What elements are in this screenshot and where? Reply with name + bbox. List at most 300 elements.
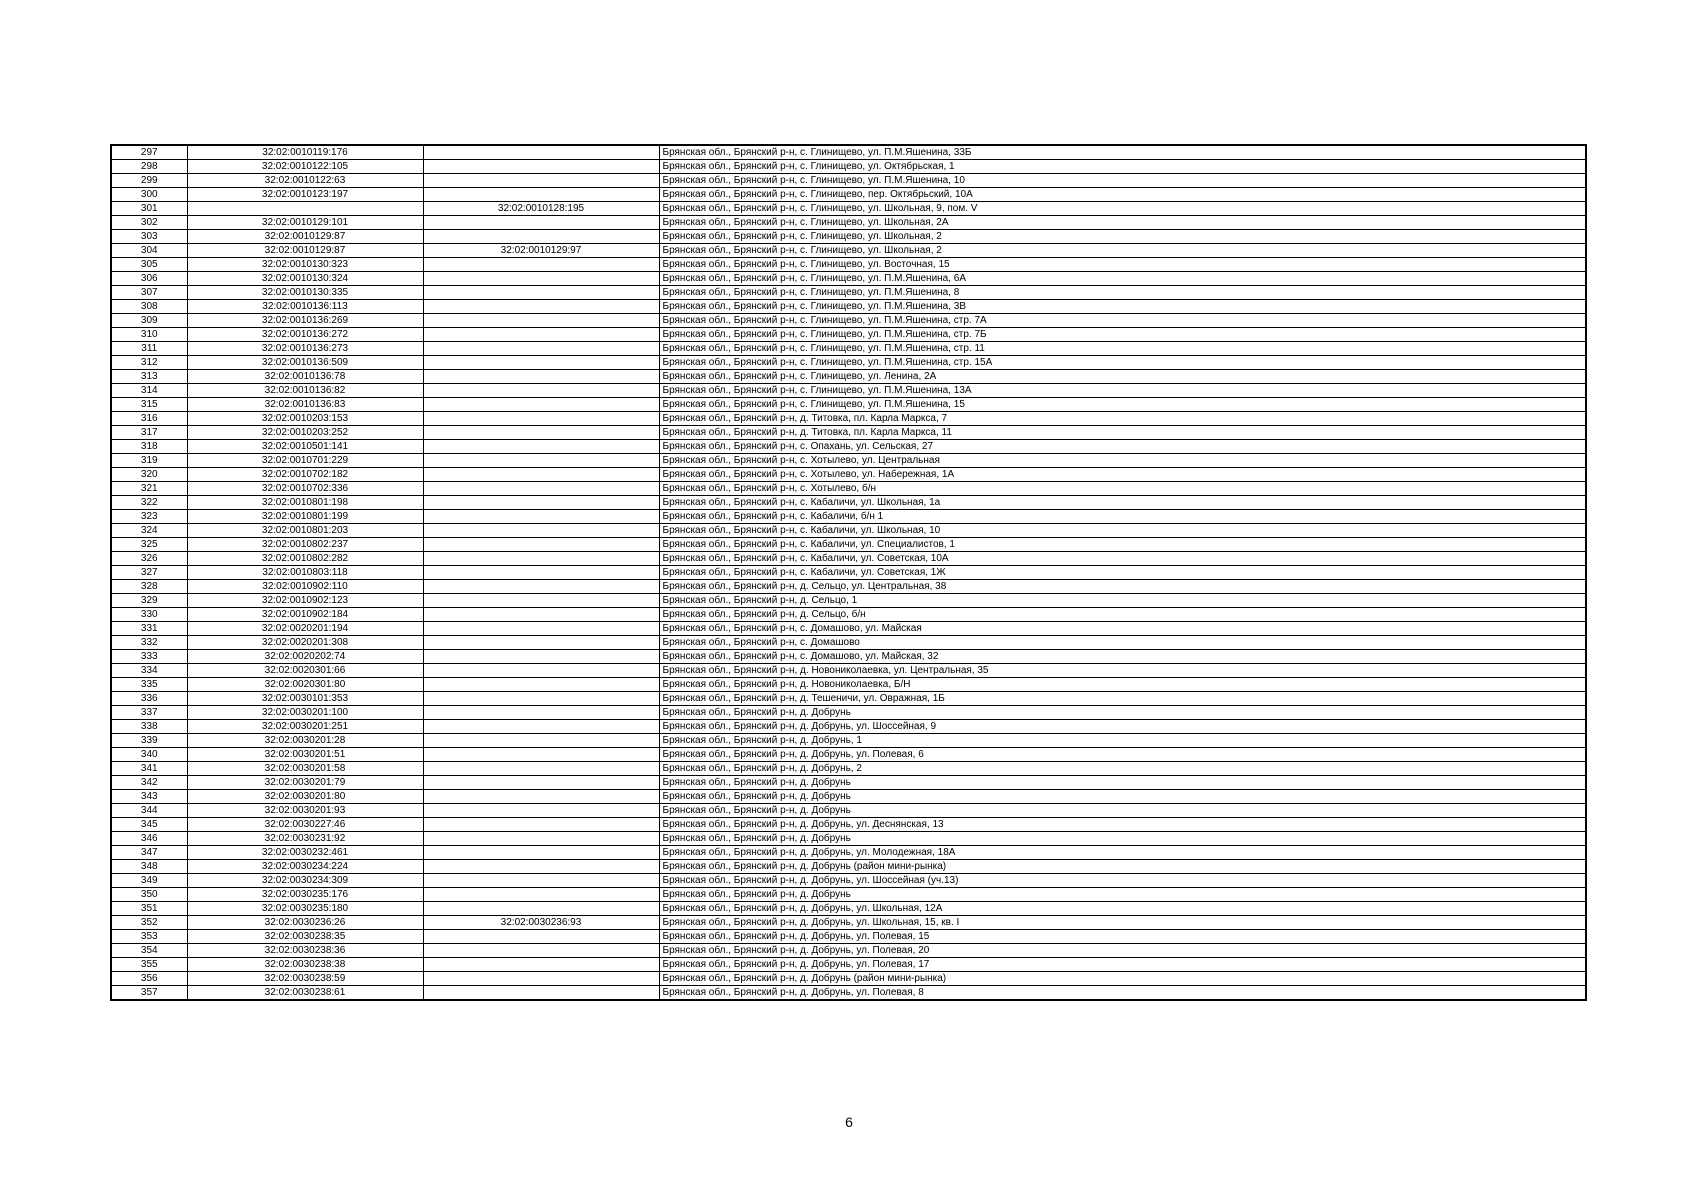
related-cadastral-number-cell: 32:02:0030236:93	[423, 916, 659, 930]
row-number-cell: 330	[111, 608, 187, 622]
address-cell: Брянская обл., Брянский р-н, д. Добрунь, ул. Деснянская, 13	[659, 818, 1586, 832]
cadastral-number-cell: 32:02:0010136:82	[187, 384, 423, 398]
table-row	[111, 314, 1586, 328]
cadastral-number-cell: 32:02:0030238:35	[187, 930, 423, 944]
table-body	[111, 145, 1586, 1000]
page-number: 6	[845, 1114, 853, 1130]
table-row	[111, 440, 1586, 454]
table-row	[111, 804, 1586, 818]
row-number-cell: 317	[111, 426, 187, 440]
related-cadastral-number-cell: 32:02:0010129:97	[423, 244, 659, 258]
row-number-cell: 357	[111, 986, 187, 1001]
related-cadastral-number-cell	[423, 300, 659, 314]
row-number-cell: 319	[111, 454, 187, 468]
address-cell: Брянская обл., Брянский р-н, с. Глинищево, пер. Октябрьский, 10А	[659, 188, 1586, 202]
cadastral-number-cell: 32:02:0020201:194	[187, 622, 423, 636]
related-cadastral-number-cell	[423, 720, 659, 734]
related-cadastral-number-cell	[423, 482, 659, 496]
table-row	[111, 902, 1586, 916]
table-row	[111, 216, 1586, 230]
row-number-cell: 327	[111, 566, 187, 580]
table-row	[111, 510, 1586, 524]
row-number-cell: 355	[111, 958, 187, 972]
table-row	[111, 636, 1586, 650]
row-number-cell: 340	[111, 748, 187, 762]
related-cadastral-number-cell	[423, 986, 659, 1001]
address-cell: Брянская обл., Брянский р-н, с. Глинищево, ул. П.М.Яшенина, 8	[659, 286, 1586, 300]
cadastral-number-cell: 32:02:0010136:78	[187, 370, 423, 384]
related-cadastral-number-cell	[423, 692, 659, 706]
related-cadastral-number-cell	[423, 174, 659, 188]
address-cell: Брянская обл., Брянский р-н, с. Глинищево, ул. Восточная, 15	[659, 258, 1586, 272]
cadastral-number-cell: 32:02:0030101:353	[187, 692, 423, 706]
cadastral-number-cell: 32:02:0010129:87	[187, 244, 423, 258]
address-cell: Брянская обл., Брянский р-н, с. Глинищево, ул. Школьная, 2А	[659, 216, 1586, 230]
related-cadastral-number-cell	[423, 608, 659, 622]
row-number-cell: 321	[111, 482, 187, 496]
row-number-cell: 339	[111, 734, 187, 748]
row-number-cell: 318	[111, 440, 187, 454]
address-cell: Брянская обл., Брянский р-н, с. Хотылево, б/н	[659, 482, 1586, 496]
address-cell: Брянская обл., Брянский р-н, д. Новониколаевка, Б/Н	[659, 678, 1586, 692]
address-cell: Брянская обл., Брянский р-н, д. Добрунь	[659, 888, 1586, 902]
address-cell: Брянская обл., Брянский р-н, с. Домашово	[659, 636, 1586, 650]
address-cell: Брянская обл., Брянский р-н, с. Кабаличи, ул. Школьная, 1а	[659, 496, 1586, 510]
cadastral-number-cell: 32:02:0030238:61	[187, 986, 423, 1001]
table-row	[111, 286, 1586, 300]
row-number-cell: 342	[111, 776, 187, 790]
related-cadastral-number-cell: 32:02:0010128:195	[423, 202, 659, 216]
table-row	[111, 916, 1586, 930]
table-row	[111, 342, 1586, 356]
address-cell: Брянская обл., Брянский р-н, с. Глинищево, ул. П.М.Яшенина, 10	[659, 174, 1586, 188]
related-cadastral-number-cell	[423, 426, 659, 440]
related-cadastral-number-cell	[423, 846, 659, 860]
cadastral-number-cell: 32:02:0010136:509	[187, 356, 423, 370]
related-cadastral-number-cell	[423, 902, 659, 916]
cadastral-number-cell: 32:02:0030201:100	[187, 706, 423, 720]
address-cell: Брянская обл., Брянский р-н, с. Глинищево, ул. Октябрьская, 1	[659, 160, 1586, 174]
cadastral-number-cell: 32:02:0010902:123	[187, 594, 423, 608]
related-cadastral-number-cell	[423, 510, 659, 524]
table-row	[111, 972, 1586, 986]
related-cadastral-number-cell	[423, 860, 659, 874]
row-number-cell: 324	[111, 524, 187, 538]
related-cadastral-number-cell	[423, 944, 659, 958]
row-number-cell: 332	[111, 636, 187, 650]
row-number-cell: 303	[111, 230, 187, 244]
address-cell: Брянская обл., Брянский р-н, д. Добрунь, ул. Полевая, 6	[659, 748, 1586, 762]
row-number-cell: 335	[111, 678, 187, 692]
table-row	[111, 860, 1586, 874]
row-number-cell: 299	[111, 174, 187, 188]
address-cell: Брянская обл., Брянский р-н, с. Глинищево, ул. Школьная, 9, пом. V	[659, 202, 1586, 216]
row-number-cell: 309	[111, 314, 187, 328]
row-number-cell: 344	[111, 804, 187, 818]
cadastral-number-cell: 32:02:0010802:282	[187, 552, 423, 566]
table-row	[111, 888, 1586, 902]
row-number-cell: 338	[111, 720, 187, 734]
table-row	[111, 370, 1586, 384]
cadastral-number-cell: 32:02:0030238:36	[187, 944, 423, 958]
cadastral-number-cell: 32:02:0010203:252	[187, 426, 423, 440]
row-number-cell: 297	[111, 145, 187, 160]
table-row	[111, 496, 1586, 510]
related-cadastral-number-cell	[423, 230, 659, 244]
related-cadastral-number-cell	[423, 468, 659, 482]
row-number-cell: 328	[111, 580, 187, 594]
row-number-cell: 343	[111, 790, 187, 804]
row-number-cell: 304	[111, 244, 187, 258]
cadastral-number-cell: 32:02:0030201:58	[187, 762, 423, 776]
table-row	[111, 300, 1586, 314]
related-cadastral-number-cell	[423, 804, 659, 818]
table-row	[111, 384, 1586, 398]
table-row	[111, 188, 1586, 202]
table-row	[111, 202, 1586, 216]
cadastral-number-cell: 32:02:0010802:237	[187, 538, 423, 552]
address-cell: Брянская обл., Брянский р-н, с. Глинищево, ул. П.М.Яшенина, стр. 7А	[659, 314, 1586, 328]
related-cadastral-number-cell	[423, 566, 659, 580]
row-number-cell: 337	[111, 706, 187, 720]
related-cadastral-number-cell	[423, 160, 659, 174]
cadastral-number-cell: 32:02:0010702:336	[187, 482, 423, 496]
table-row	[111, 818, 1586, 832]
table-row	[111, 230, 1586, 244]
table-row	[111, 244, 1586, 258]
address-cell: Брянская обл., Брянский р-н, д. Добрунь (район мини-рынка)	[659, 972, 1586, 986]
related-cadastral-number-cell	[423, 664, 659, 678]
related-cadastral-number-cell	[423, 706, 659, 720]
row-number-cell: 352	[111, 916, 187, 930]
address-cell: Брянская обл., Брянский р-н, с. Глинищево, ул. П.М.Яшенина, 6А	[659, 272, 1586, 286]
table-row	[111, 160, 1586, 174]
cadastral-number-cell: 32:02:0010801:199	[187, 510, 423, 524]
row-number-cell: 312	[111, 356, 187, 370]
row-number-cell: 314	[111, 384, 187, 398]
table-row	[111, 958, 1586, 972]
row-number-cell: 306	[111, 272, 187, 286]
related-cadastral-number-cell	[423, 524, 659, 538]
row-number-cell: 348	[111, 860, 187, 874]
address-cell: Брянская обл., Брянский р-н, д. Сельцо, 1	[659, 594, 1586, 608]
cadastral-number-cell: 32:02:0010203:153	[187, 412, 423, 426]
address-cell: Брянская обл., Брянский р-н, д. Тешеничи, ул. Овражная, 1Б	[659, 692, 1586, 706]
address-cell: Брянская обл., Брянский р-н, с. Глинищево, ул. П.М.Яшенина, стр. 15А	[659, 356, 1586, 370]
row-number-cell: 345	[111, 818, 187, 832]
cadastral-number-cell: 32:02:0010136:272	[187, 328, 423, 342]
row-number-cell: 325	[111, 538, 187, 552]
table-row	[111, 944, 1586, 958]
cadastral-number-cell: 32:02:0030201:79	[187, 776, 423, 790]
address-cell: Брянская обл., Брянский р-н, с. Глинищево, ул. П.М.Яшенина, стр. 7Б	[659, 328, 1586, 342]
address-cell: Брянская обл., Брянский р-н, с. Опахань, ул. Сельская, 27	[659, 440, 1586, 454]
related-cadastral-number-cell	[423, 216, 659, 230]
table-row	[111, 482, 1586, 496]
table-row	[111, 328, 1586, 342]
related-cadastral-number-cell	[423, 776, 659, 790]
row-number-cell: 356	[111, 972, 187, 986]
row-number-cell: 351	[111, 902, 187, 916]
related-cadastral-number-cell	[423, 314, 659, 328]
row-number-cell: 315	[111, 398, 187, 412]
row-number-cell: 300	[111, 188, 187, 202]
cadastral-number-cell: 32:02:0030234:309	[187, 874, 423, 888]
address-cell: Брянская обл., Брянский р-н, д. Добрунь, ул. Полевая, 20	[659, 944, 1586, 958]
cadastral-number-cell: 32:02:0010130:323	[187, 258, 423, 272]
address-cell: Брянская обл., Брянский р-н, д. Добрунь (район мини-рынка)	[659, 860, 1586, 874]
related-cadastral-number-cell	[423, 552, 659, 566]
address-cell: Брянская обл., Брянский р-н, д. Добрунь, ул. Полевая, 17	[659, 958, 1586, 972]
related-cadastral-number-cell	[423, 370, 659, 384]
row-number-cell: 307	[111, 286, 187, 300]
address-cell: Брянская обл., Брянский р-н, д. Сельцо, б/н	[659, 608, 1586, 622]
address-cell: Брянская обл., Брянский р-н, с. Кабаличи, ул. Советская, 10А	[659, 552, 1586, 566]
row-number-cell: 334	[111, 664, 187, 678]
row-number-cell: 347	[111, 846, 187, 860]
table-row	[111, 622, 1586, 636]
cadastral-number-cell: 32:02:0030236:26	[187, 916, 423, 930]
table-row	[111, 846, 1586, 860]
table-row	[111, 468, 1586, 482]
related-cadastral-number-cell	[423, 888, 659, 902]
address-cell: Брянская обл., Брянский р-н, с. Глинищево, ул. П.М.Яшенина, 13А	[659, 384, 1586, 398]
row-number-cell: 302	[111, 216, 187, 230]
address-cell: Брянская обл., Брянский р-н, с. Домашово, ул. Майская, 32	[659, 650, 1586, 664]
address-cell: Брянская обл., Брянский р-н, д. Добрунь, ул. Школьная, 12А	[659, 902, 1586, 916]
cadastral-number-cell: 32:02:0010801:203	[187, 524, 423, 538]
row-number-cell: 336	[111, 692, 187, 706]
address-cell: Брянская обл., Брянский р-н, с. Глинищево, ул. Ленина, 2А	[659, 370, 1586, 384]
cadastral-number-cell: 32:02:0030201:93	[187, 804, 423, 818]
table-row	[111, 874, 1586, 888]
row-number-cell: 346	[111, 832, 187, 846]
related-cadastral-number-cell	[423, 342, 659, 356]
cadastral-number-cell: 32:02:0010701:229	[187, 454, 423, 468]
cadastral-number-cell: 32:02:0010702:182	[187, 468, 423, 482]
cadastral-number-cell: 32:02:0030201:251	[187, 720, 423, 734]
cadastral-number-cell: 32:02:0030238:38	[187, 958, 423, 972]
row-number-cell: 329	[111, 594, 187, 608]
table-row	[111, 538, 1586, 552]
row-number-cell: 326	[111, 552, 187, 566]
related-cadastral-number-cell	[423, 734, 659, 748]
row-number-cell: 301	[111, 202, 187, 216]
related-cadastral-number-cell	[423, 398, 659, 412]
address-cell: Брянская обл., Брянский р-н, с. Кабаличи, ул. Советская, 1Ж	[659, 566, 1586, 580]
address-cell: Брянская обл., Брянский р-н, с. Глинищево, ул. П.М.Яшенина, стр. 11	[659, 342, 1586, 356]
related-cadastral-number-cell	[423, 412, 659, 426]
table-row	[111, 832, 1586, 846]
cadastral-number-cell: 32:02:0020301:66	[187, 664, 423, 678]
table-row	[111, 412, 1586, 426]
cadastral-number-cell: 32:02:0030201:28	[187, 734, 423, 748]
table-row	[111, 692, 1586, 706]
address-cell: Брянская обл., Брянский р-н, д. Добрунь, ул. Школьная, 15, кв. I	[659, 916, 1586, 930]
row-number-cell: 349	[111, 874, 187, 888]
row-number-cell: 310	[111, 328, 187, 342]
related-cadastral-number-cell	[423, 538, 659, 552]
related-cadastral-number-cell	[423, 594, 659, 608]
address-cell: Брянская обл., Брянский р-н, с. Кабаличи, ул. Специалистов, 1	[659, 538, 1586, 552]
address-cell: Брянская обл., Брянский р-н, д. Добрунь	[659, 790, 1586, 804]
related-cadastral-number-cell	[423, 258, 659, 272]
row-number-cell: 350	[111, 888, 187, 902]
related-cadastral-number-cell	[423, 636, 659, 650]
table-row	[111, 426, 1586, 440]
address-cell: Брянская обл., Брянский р-н, д. Титовка, пл. Карла Маркса, 7	[659, 412, 1586, 426]
cadastral-number-cell: 32:02:0030234:224	[187, 860, 423, 874]
cadastral-number-cell: 32:02:0010123:197	[187, 188, 423, 202]
table-row	[111, 790, 1586, 804]
related-cadastral-number-cell	[423, 272, 659, 286]
table-row	[111, 524, 1586, 538]
related-cadastral-number-cell	[423, 580, 659, 594]
address-cell: Брянская обл., Брянский р-н, д. Сельцо, ул. Центральная, 38	[659, 580, 1586, 594]
related-cadastral-number-cell	[423, 384, 659, 398]
table-row	[111, 650, 1586, 664]
related-cadastral-number-cell	[423, 440, 659, 454]
address-cell: Брянская обл., Брянский р-н, с. Глинищево, ул. П.М.Яшенина, 33Б	[659, 145, 1586, 160]
related-cadastral-number-cell	[423, 356, 659, 370]
cadastral-number-cell: 32:02:0030235:176	[187, 888, 423, 902]
address-cell: Брянская обл., Брянский р-н, д. Добрунь, ул. Шоссейная (уч.13)	[659, 874, 1586, 888]
cadastral-number-cell: 32:02:0020202:74	[187, 650, 423, 664]
table-row	[111, 145, 1586, 160]
related-cadastral-number-cell	[423, 286, 659, 300]
related-cadastral-number-cell	[423, 678, 659, 692]
row-number-cell: 333	[111, 650, 187, 664]
row-number-cell: 354	[111, 944, 187, 958]
address-cell: Брянская обл., Брянский р-н, д. Добрунь	[659, 706, 1586, 720]
cadastral-number-cell: 32:02:0030231:92	[187, 832, 423, 846]
cadastral-number-cell: 32:02:0010136:269	[187, 314, 423, 328]
related-cadastral-number-cell	[423, 748, 659, 762]
table-row	[111, 986, 1586, 1001]
cadastral-number-cell: 32:02:0010119:176	[187, 145, 423, 160]
row-number-cell: 353	[111, 930, 187, 944]
related-cadastral-number-cell	[423, 930, 659, 944]
cadastral-number-cell: 32:02:0010902:184	[187, 608, 423, 622]
table-row	[111, 664, 1586, 678]
row-number-cell: 323	[111, 510, 187, 524]
related-cadastral-number-cell	[423, 762, 659, 776]
address-cell: Брянская обл., Брянский р-н, д. Новониколаевка, ул. Центральная, 35	[659, 664, 1586, 678]
table-row	[111, 748, 1586, 762]
table-row	[111, 552, 1586, 566]
address-cell: Брянская обл., Брянский р-н, д. Добрунь	[659, 776, 1586, 790]
table-row	[111, 356, 1586, 370]
table-row	[111, 720, 1586, 734]
row-number-cell: 313	[111, 370, 187, 384]
cadastral-number-cell: 32:02:0030227:46	[187, 818, 423, 832]
cadastral-number-cell: 32:02:0010136:83	[187, 398, 423, 412]
table-row	[111, 608, 1586, 622]
address-cell: Брянская обл., Брянский р-н, с. Глинищево, ул. П.М.Яшенина, 3В	[659, 300, 1586, 314]
related-cadastral-number-cell	[423, 454, 659, 468]
table-row	[111, 734, 1586, 748]
address-cell: Брянская обл., Брянский р-н, д. Добрунь, ул. Шоссейная, 9	[659, 720, 1586, 734]
cadastral-number-cell: 32:02:0010136:113	[187, 300, 423, 314]
address-cell: Брянская обл., Брянский р-н, д. Добрунь, 1	[659, 734, 1586, 748]
row-number-cell: 331	[111, 622, 187, 636]
related-cadastral-number-cell	[423, 972, 659, 986]
related-cadastral-number-cell	[423, 622, 659, 636]
address-cell: Брянская обл., Брянский р-н, с. Глинищево, ул. Школьная, 2	[659, 230, 1586, 244]
related-cadastral-number-cell	[423, 818, 659, 832]
cadastral-number-cell: 32:02:0030235:180	[187, 902, 423, 916]
address-cell: Брянская обл., Брянский р-н, д. Добрунь, 2	[659, 762, 1586, 776]
table-row	[111, 930, 1586, 944]
cadastral-number-cell: 32:02:0010130:324	[187, 272, 423, 286]
cadastral-number-cell: 32:02:0010136:273	[187, 342, 423, 356]
row-number-cell: 308	[111, 300, 187, 314]
row-number-cell: 341	[111, 762, 187, 776]
related-cadastral-number-cell	[423, 145, 659, 160]
table-row	[111, 566, 1586, 580]
cadastral-number-cell: 32:02:0030238:59	[187, 972, 423, 986]
related-cadastral-number-cell	[423, 958, 659, 972]
related-cadastral-number-cell	[423, 790, 659, 804]
address-cell: Брянская обл., Брянский р-н, с. Хотылево, ул. Набережная, 1А	[659, 468, 1586, 482]
related-cadastral-number-cell	[423, 874, 659, 888]
cadastral-number-cell	[187, 202, 423, 216]
address-cell: Брянская обл., Брянский р-н, с. Хотылево, ул. Центральная	[659, 454, 1586, 468]
row-number-cell: 320	[111, 468, 187, 482]
cadastral-number-cell: 32:02:0020301:80	[187, 678, 423, 692]
row-number-cell: 316	[111, 412, 187, 426]
related-cadastral-number-cell	[423, 832, 659, 846]
row-number-cell: 322	[111, 496, 187, 510]
related-cadastral-number-cell	[423, 650, 659, 664]
address-cell: Брянская обл., Брянский р-н, с. Домашово, ул. Майская	[659, 622, 1586, 636]
table-row	[111, 454, 1586, 468]
cadastral-number-cell: 32:02:0010122:63	[187, 174, 423, 188]
cadastral-number-cell: 32:02:0030201:80	[187, 790, 423, 804]
address-cell: Брянская обл., Брянский р-н, с. Глинищево, ул. П.М.Яшенина, 15	[659, 398, 1586, 412]
table-row	[111, 174, 1586, 188]
cadastral-number-cell: 32:02:0010129:101	[187, 216, 423, 230]
property-register-table	[110, 144, 1587, 1001]
row-number-cell: 311	[111, 342, 187, 356]
table-row	[111, 776, 1586, 790]
cadastral-number-cell: 32:02:0010801:198	[187, 496, 423, 510]
table-row	[111, 678, 1586, 692]
cadastral-number-cell: 32:02:0020201:308	[187, 636, 423, 650]
cadastral-number-cell: 32:02:0030201:51	[187, 748, 423, 762]
table-row	[111, 706, 1586, 720]
address-cell: Брянская обл., Брянский р-н, с. Кабаличи, ул. Школьная, 10	[659, 524, 1586, 538]
related-cadastral-number-cell	[423, 188, 659, 202]
table-row	[111, 594, 1586, 608]
related-cadastral-number-cell	[423, 328, 659, 342]
address-cell: Брянская обл., Брянский р-н, с. Кабаличи, б/н 1	[659, 510, 1586, 524]
table-row	[111, 258, 1586, 272]
cadastral-number-cell: 32:02:0010130:335	[187, 286, 423, 300]
cadastral-number-cell: 32:02:0010122:105	[187, 160, 423, 174]
cadastral-number-cell: 32:02:0010129:87	[187, 230, 423, 244]
address-cell: Брянская обл., Брянский р-н, д. Добрунь	[659, 804, 1586, 818]
table-row	[111, 272, 1586, 286]
cadastral-number-cell: 32:02:0010501:141	[187, 440, 423, 454]
address-cell: Брянская обл., Брянский р-н, д. Добрунь, ул. Полевая, 8	[659, 986, 1586, 1001]
address-cell: Брянская обл., Брянский р-н, д. Добрунь, ул. Молодежная, 18А	[659, 846, 1586, 860]
address-cell: Брянская обл., Брянский р-н, д. Титовка, пл. Карла Маркса, 11	[659, 426, 1586, 440]
row-number-cell: 305	[111, 258, 187, 272]
table-row	[111, 762, 1586, 776]
address-cell: Брянская обл., Брянский р-н, д. Добрунь	[659, 832, 1586, 846]
row-number-cell: 298	[111, 160, 187, 174]
